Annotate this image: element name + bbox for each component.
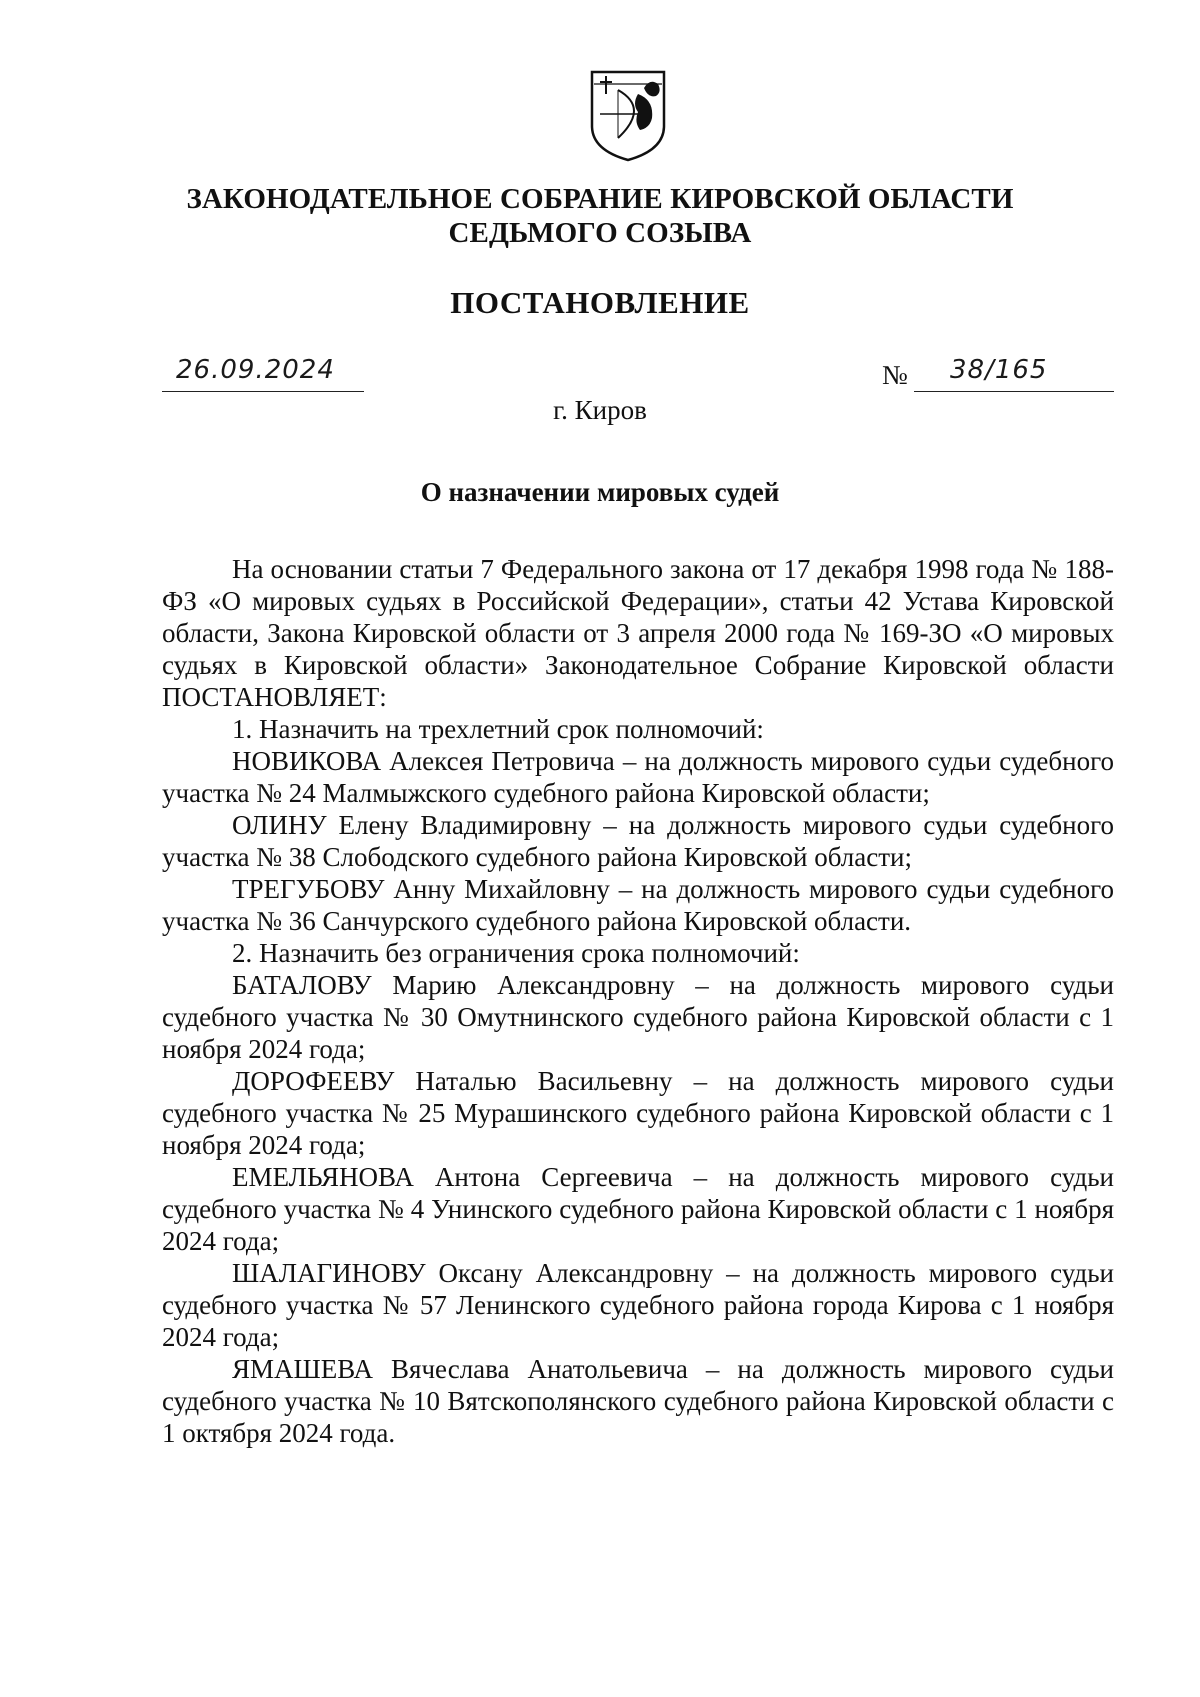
document-date: 26.09.2024 [176, 355, 335, 385]
date-field [162, 355, 364, 392]
item-2-entry: БАТАЛОВУ Марию Александровну – на должность мирового судьи судебного участка № 30 Омутнинского судебного района Кировской области с 1 ноября 2024 года; [162, 970, 1114, 1064]
document-subject: О назначении мировых судей [420, 477, 780, 507]
item-1-entry: НОВИКОВА Алексея Петровича – на должность мирового судьи судебного участка № 24 Малмыжского судебного района Кировской области; [162, 746, 1114, 808]
document-number: 38/165 [950, 355, 1048, 385]
organization-line-2: СЕДЬМОГО СОЗЫВА [448, 217, 752, 249]
kirov-coat-of-arms-icon [588, 68, 668, 164]
organization-name [0, 182, 1200, 250]
document-type: ПОСТАНОВЛЕНИЕ [450, 285, 750, 320]
preamble: На основании статьи 7 Федерального закона от 17 декабря 1998 года № 188-ФЗ «О мировых судьях в Российской Федерации», статьи 42 Устава Кировской области, Закона Кировской области от 3 апреля 2000 года № 169-ЗО «О мировых судьях в Кировской области» Законодательное Собрание Кировской области ПОСТАНОВЛЯЕТ: [162, 554, 1114, 712]
item-2-entry: ЕМЕЛЬЯНОВА Антона Сергеевича – на должность мирового судьи судебного участка № 4 Унинского судебного района Кировской области с 1 ноября 2024 года; [162, 1162, 1114, 1256]
organization-line-1: ЗАКОНОДАТЕЛЬНОЕ СОБРАНИЕ КИРОВСКОЙ ОБЛАСТИ [186, 183, 1014, 215]
item-2-entry: ДОРОФЕЕВУ Наталью Васильевну – на должность мирового судьи судебного участка № 25 Мурашинского судебного района Кировской области с 1 ноября 2024 года; [162, 1066, 1114, 1160]
item-2-title: 2. Назначить без ограничения срока полномочий: [232, 938, 800, 968]
item-2-entry: ШАЛАГИНОВУ Оксану Александровну – на должность мирового судьи судебного участка № 57 Ленинского судебного района города Кирова с 1 ноября 2024 года; [162, 1258, 1114, 1352]
number-label: № [882, 360, 908, 390]
number-field [914, 355, 1114, 392]
item-2-entry: ЯМАШЕВА Вячеслава Анатольевича – на должность мирового судьи судебного участка № 10 Вятскополянского судебного района Кировской области с 1 октября 2024 года. [162, 1354, 1114, 1448]
city: г. Киров [553, 395, 647, 425]
document-body [162, 553, 1114, 1449]
item-1-title: 1. Назначить на трехлетний срок полномочий: [232, 714, 764, 744]
item-1-entry: ОЛИНУ Елену Владимировну – на должность мирового судьи судебного участка № 38 Слободского судебного района Кировской области; [162, 810, 1114, 872]
item-1-entry: ТРЕГУБОВУ Анну Михайловну – на должность мирового судьи судебного участка № 36 Санчурского судебного района Кировской области. [162, 874, 1114, 936]
